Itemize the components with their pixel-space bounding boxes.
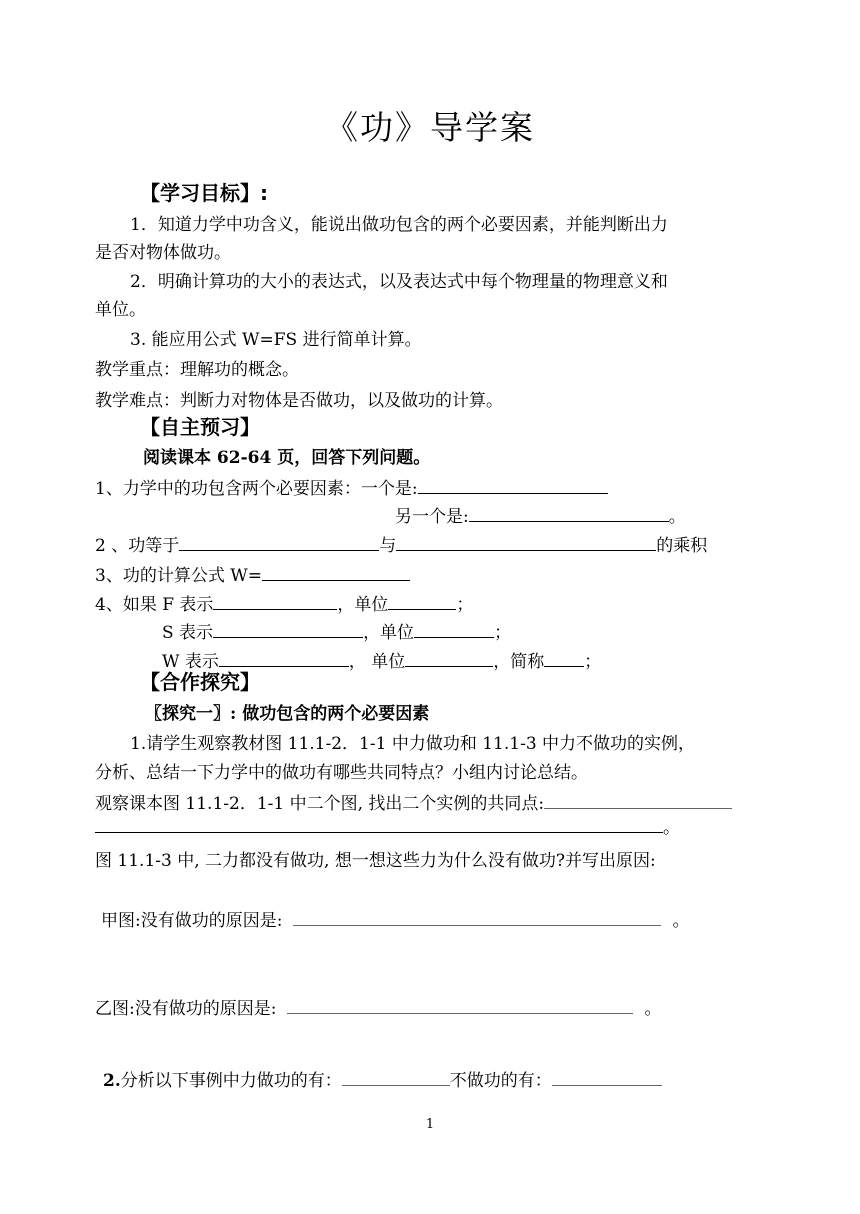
objective-1-line-2: 是否对物体做功。 xyxy=(95,243,231,263)
question-text: 观察课本图 11.1-2．1-1 中二个图, 找出二个实例的共同点: xyxy=(95,794,545,814)
answer-blank[interactable] xyxy=(405,649,493,667)
answer-blank[interactable] xyxy=(544,649,584,667)
punctuation: ； xyxy=(494,623,512,643)
answer-blank[interactable] xyxy=(219,649,349,667)
question-number: 2. xyxy=(103,1071,121,1091)
answer-blank[interactable] xyxy=(342,1068,450,1086)
answer-blank[interactable] xyxy=(552,1068,662,1086)
explore-paragraph-2 xyxy=(95,791,732,815)
punctuation: ； xyxy=(456,595,474,615)
question-text: ，单位 xyxy=(363,623,415,643)
question-text: 的乘积 xyxy=(656,536,708,556)
preview-heading: 【自主预习】 xyxy=(140,415,260,439)
answer-blank[interactable] xyxy=(213,620,363,638)
punctuation: 。 xyxy=(663,818,680,838)
explore-heading: 【合作探究】 xyxy=(140,670,260,694)
teaching-focus: 教学重点：理解功的概念。 xyxy=(95,360,299,380)
preview-instruction: 阅读课本 62-64 页，回答下列问题。 xyxy=(143,448,431,468)
question-text: 甲图:没有做功的原因是: xyxy=(101,911,283,931)
answer-blank[interactable] xyxy=(95,815,663,833)
answer-blank[interactable] xyxy=(414,620,494,638)
objective-2-line-1: 2．明确计算功的大小的表达式，以及表达式中每个物理量的物理意义和 xyxy=(130,272,668,292)
question-text: 1、力学中的功包含两个必要因素：一个是: xyxy=(95,479,418,499)
question-text: 4、如果 F 表示 xyxy=(95,595,214,615)
punctuation: 。 xyxy=(668,507,686,527)
page-title: 《功》导学案 xyxy=(325,108,535,147)
answer-blank[interactable] xyxy=(418,476,608,494)
question-text: 另一个是: xyxy=(395,507,469,527)
page-number: 1 xyxy=(425,1117,435,1132)
punctuation: 。 xyxy=(644,999,662,1019)
question-text: ， 单位 xyxy=(348,652,406,672)
objective-1-line-1: 1．知道力学中功含义，能说出做功包含的两个必要因素，并能判断出力 xyxy=(130,215,668,235)
preview-question-1 xyxy=(95,476,608,500)
preview-question-4-s xyxy=(162,620,511,644)
objective-2-line-2: 单位。 xyxy=(95,300,146,320)
punctuation: ； xyxy=(584,652,602,672)
preview-question-3 xyxy=(95,563,410,587)
question-text: 乙图:没有做功的原因是: xyxy=(95,999,277,1019)
preview-question-1-second xyxy=(395,504,686,528)
answer-blank[interactable] xyxy=(179,533,379,551)
figure-jia-question xyxy=(101,908,689,932)
answer-blank[interactable] xyxy=(293,908,661,926)
answer-blank[interactable] xyxy=(396,533,656,551)
answer-blank[interactable] xyxy=(213,592,337,610)
answer-blank[interactable] xyxy=(287,996,633,1014)
question-text: 与 xyxy=(379,536,397,556)
question-text: 2 、功等于 xyxy=(95,536,180,556)
answer-blank[interactable] xyxy=(388,592,456,610)
question-text: 3、功的计算公式 W= xyxy=(95,566,262,586)
preview-question-2 xyxy=(95,533,707,557)
question-text: ，单位 xyxy=(337,595,389,615)
question-text: W 表示 xyxy=(162,652,219,672)
answer-blank[interactable] xyxy=(262,563,410,581)
figure-yi-question xyxy=(95,996,661,1020)
explore-question-2 xyxy=(103,1068,662,1092)
question-text: ，简称 xyxy=(493,652,545,672)
question-text: 不做功的有： xyxy=(449,1071,552,1091)
objective-3: 3. 能应用公式 W=FS 进行简单计算。 xyxy=(130,330,422,350)
explore-paragraph-1-line-2: 分析、总结一下力学中的做功有哪些共同特点？小组内讨论总结。 xyxy=(95,763,588,783)
teaching-difficulty: 教学难点：判断力对物体是否做功，以及做功的计算。 xyxy=(95,391,503,411)
explore-paragraph-3: 图 11.1-3 中, 二力都没有做功, 想一想这些力为什么没有做功?并写出原因: xyxy=(95,851,656,871)
answer-blank[interactable] xyxy=(544,791,732,809)
explore-paragraph-1-line-1: 1.请学生观察教材图 11.1-2．1-1 中力做功和 11.1-3 中力不做功的实例， xyxy=(130,734,696,754)
question-text: S 表示 xyxy=(162,623,214,643)
objectives-heading: 【学习目标】: xyxy=(140,181,268,205)
question-text: 分析以下事例中力做功的有： xyxy=(120,1071,342,1091)
answer-blank[interactable] xyxy=(469,504,669,522)
explore-paragraph-2-continued xyxy=(95,815,680,839)
explore-subheading-1: 〖探究一〗: 做功包含的两个必要因素 xyxy=(145,704,430,724)
preview-question-4-f xyxy=(95,592,473,616)
punctuation: 。 xyxy=(672,911,690,931)
